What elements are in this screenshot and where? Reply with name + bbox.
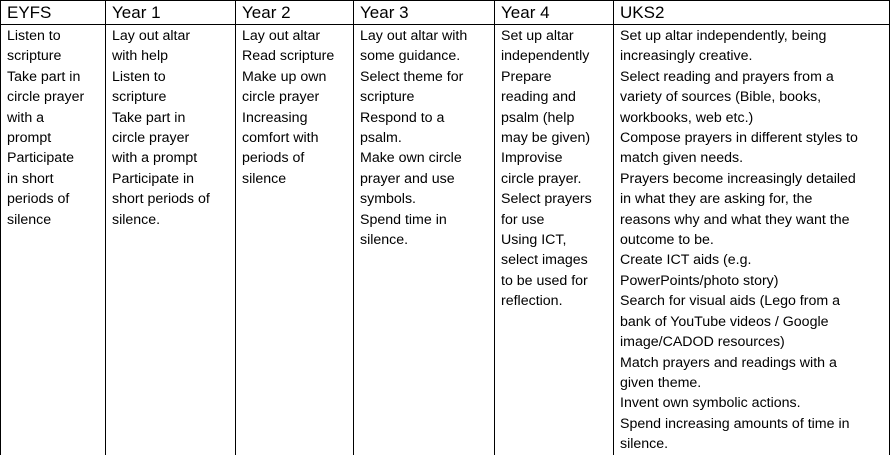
text-line: with help: [112, 48, 168, 65]
text-line: to be used for: [501, 272, 588, 289]
text-line: periods of: [242, 150, 305, 167]
text-line: prayer and use: [360, 170, 455, 187]
text-line: with a: [7, 109, 45, 126]
text-line: Spend increasing amounts of time in: [620, 415, 850, 432]
text-line: psalm (help: [501, 109, 575, 126]
text-line: Create ICT aids (e.g.: [620, 252, 752, 269]
text-line: Using ICT,: [501, 232, 567, 249]
text-line: comfort with: [242, 130, 319, 147]
text-line: independently: [501, 48, 590, 65]
text-line: Improvise: [501, 150, 563, 167]
text-line: Search for visual aids (Lego from a: [620, 293, 841, 310]
text-line: variety of sources (Bible, books,: [620, 89, 822, 106]
text-line: in what they are asking for, the: [620, 191, 813, 208]
text-line: periods of: [7, 191, 70, 208]
text-line: Take part in: [7, 68, 81, 85]
cell-year-3: [354, 25, 495, 455]
text-line: image/CADOD resources): [620, 334, 785, 351]
text-line: scripture: [7, 48, 62, 65]
text-line: Spend time in: [360, 211, 447, 228]
text-line: scripture: [360, 89, 415, 106]
text-line: Lay out altar with: [360, 28, 468, 44]
text-line: increasingly creative.: [620, 48, 753, 65]
text-line: reflection.: [501, 293, 563, 310]
text-line: for use: [501, 211, 545, 228]
text-line: scripture: [112, 89, 167, 106]
text-line: Make own circle: [360, 150, 462, 167]
text-line: symbols.: [360, 191, 416, 208]
text-line: Set up altar independently, being: [620, 28, 827, 44]
text-line: Match prayers and readings with a: [620, 354, 837, 371]
text-line: outcome to be.: [620, 232, 714, 249]
text-line: Take part in: [112, 109, 186, 126]
text-line: bank of YouTube videos / Google: [620, 313, 829, 330]
text-line: Increasing: [242, 109, 308, 126]
cell-eyfs: [1, 25, 106, 455]
text-line: circle prayer.: [501, 170, 582, 187]
text-line: Listen to: [7, 28, 61, 44]
text-line: Prayers become increasingly detailed: [620, 170, 856, 187]
header-year-2: Year 2: [236, 1, 354, 25]
text-line: Participate in: [112, 170, 195, 187]
text-line: prompt: [7, 130, 52, 147]
text-line: reading and: [501, 89, 576, 106]
text-line: Set up altar: [501, 28, 574, 44]
text-line: Select reading and prayers from a: [620, 68, 834, 85]
text-line: circle prayer: [112, 130, 190, 147]
text-line: psalm.: [360, 130, 402, 147]
text-line: select images: [501, 252, 588, 269]
text-line: match given needs.: [620, 150, 744, 167]
text-line: circle prayer: [7, 89, 85, 106]
text-line: Select prayers: [501, 191, 592, 208]
text-line: Make up own: [242, 68, 327, 85]
text-line: Read scripture: [242, 48, 335, 65]
cell-year-1: [106, 25, 236, 455]
text-line: circle prayer: [242, 89, 320, 106]
text-line: given theme.: [620, 374, 702, 391]
text-line: Prepare: [501, 68, 552, 85]
text-line: silence.: [112, 211, 161, 228]
text-line: some guidance.: [360, 48, 461, 65]
header-year-1: Year 1: [106, 1, 236, 25]
text-line: Lay out altar: [242, 28, 321, 44]
text-line: Participate: [7, 150, 75, 167]
text-line: Listen to: [112, 68, 166, 85]
text-line: silence.: [360, 232, 409, 249]
cell-year-4: [495, 25, 614, 455]
header-year-3: Year 3: [354, 1, 495, 25]
text-line: Invent own symbolic actions.: [620, 395, 801, 412]
header-eyfs: EYFS: [1, 1, 106, 25]
header-year-4: Year 4: [495, 1, 614, 25]
cell-uks2: [614, 25, 890, 455]
text-line: in short: [7, 170, 54, 187]
text-line: silence.: [620, 436, 669, 453]
text-line: PowerPoints/photo story): [620, 272, 779, 289]
text-line: reasons why and what they want the: [620, 211, 850, 228]
text-line: Lay out altar: [112, 28, 191, 44]
text-line: Respond to a: [360, 109, 445, 126]
header-row: [1, 1, 890, 25]
cell-year-2: [236, 25, 354, 455]
text-line: workbooks, web etc.): [620, 109, 754, 126]
text-line: may be given): [501, 130, 591, 147]
header-uks2: UKS2: [614, 1, 890, 25]
text-line: Compose prayers in different styles to: [620, 130, 858, 147]
content-row: [1, 25, 890, 455]
text-line: short periods of: [112, 191, 210, 208]
text-line: with a prompt: [112, 150, 198, 167]
text-line: silence: [242, 170, 287, 187]
text-line: Select theme for: [360, 68, 464, 85]
text-line: silence: [7, 211, 52, 228]
